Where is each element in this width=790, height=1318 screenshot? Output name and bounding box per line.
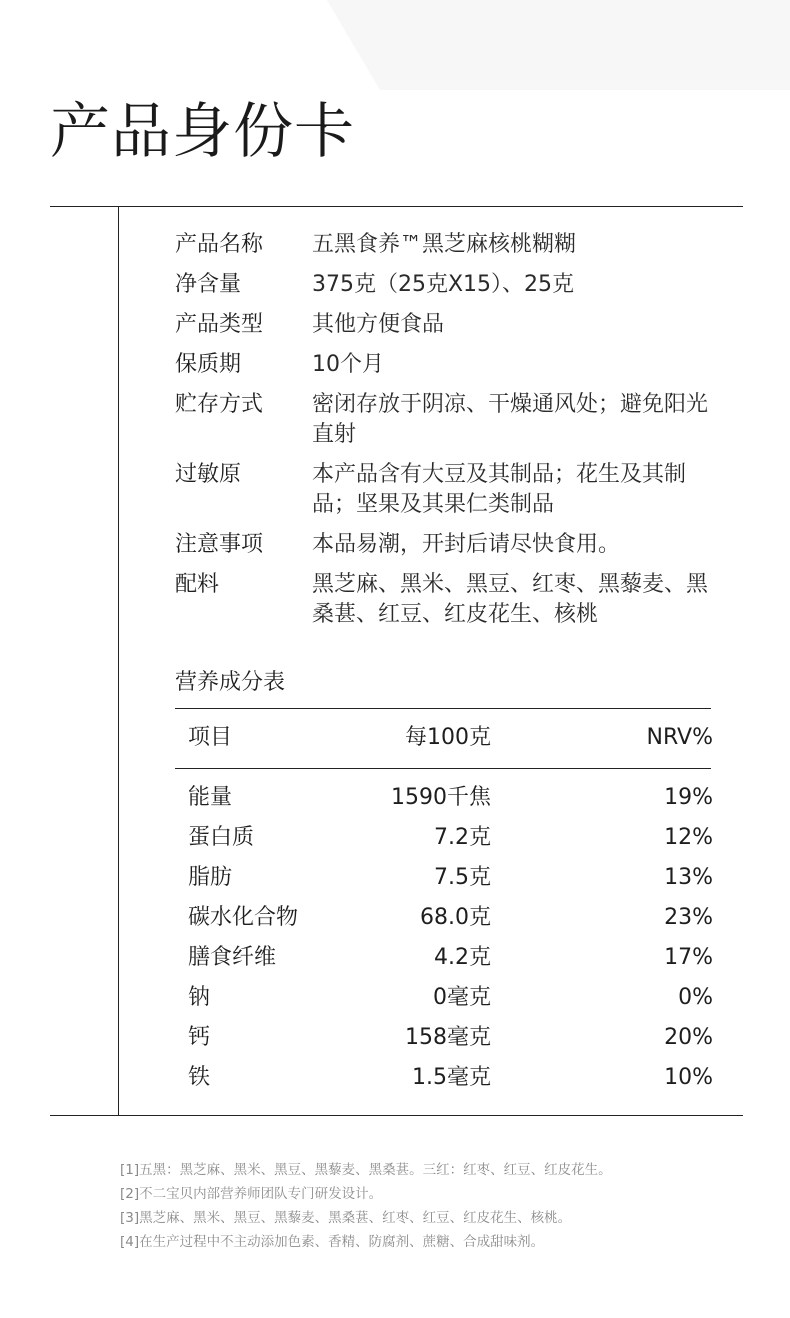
header-per100: 每100克 [405,725,491,750]
info-label: 过敏原 [175,462,242,487]
info-label: 净含量 [175,272,242,297]
table-row [188,982,713,1022]
nutrient-per100: 68.0克 [420,905,491,930]
info-label: 注意事项 [175,532,264,557]
top-band-cutout [0,0,380,90]
info-value: 本品易潮，开封后请尽快食用。 [312,532,621,557]
info-row-ingredients [175,570,720,630]
nutrient-nrv: 10% [664,1065,713,1090]
footnote: [4]在生产过程中不主动添加色素、香精、防腐剂、蔗糖、合成甜味剂。 [120,1234,545,1250]
nutrient-nrv: 0% [678,985,713,1010]
nutrient-nrv: 19% [664,785,713,810]
nutrient-per100: 1.5毫克 [412,1065,491,1090]
nutrient-name: 蛋白质 [188,825,255,850]
top-divider [50,206,743,207]
nutrient-per100: 158毫克 [405,1025,491,1050]
info-row-net-content [175,270,720,300]
nutrient-per100: 0毫克 [433,985,491,1010]
nutrient-name: 钙 [188,1025,211,1050]
table-row [188,862,713,902]
info-row-storage [175,390,720,450]
info-label: 配料 [175,572,220,597]
nutrient-nrv: 20% [664,1025,713,1050]
nutrient-per100: 1590千焦 [391,785,491,810]
info-label: 保质期 [175,352,242,377]
table-row [188,1062,713,1102]
nutrition-table [188,782,713,1102]
nutrient-per100: 7.2克 [434,825,491,850]
info-row-shelf-life [175,350,720,380]
info-value: 黑芝麻、黑米、黑豆、红枣、黑藜麦、黑桑葚、红豆、红皮花生、核桃 [312,572,709,627]
info-label: 产品类型 [175,312,264,337]
info-value: 375克（25克X15）、25克 [312,272,575,297]
info-row-allergens [175,460,720,520]
info-row-notice [175,530,720,560]
info-value: 10个月 [312,352,384,377]
nutrient-name: 膳食纤维 [188,945,277,970]
nutrient-name: 能量 [188,785,233,810]
nutrient-nrv: 12% [664,825,713,850]
footnote: [2]不二宝贝内部营养师团队专门研发设计。 [120,1186,383,1202]
info-label: 产品名称 [175,232,264,257]
bottom-divider [50,1115,743,1116]
footnotes [120,1158,760,1254]
footnote: [1]五黑：黑芝麻、黑米、黑豆、黑藜麦、黑桑葚。三红：红枣、红豆、红皮花生。 [120,1162,612,1178]
nutrient-name: 脂肪 [188,865,233,890]
nutrient-nrv: 17% [664,945,713,970]
table-row [188,782,713,822]
table-row [188,1022,713,1062]
nutrient-name: 钠 [188,985,211,1010]
info-value: 其他方便食品 [312,312,445,337]
nutrient-nrv: 13% [664,865,713,890]
nutrient-per100: 7.5克 [434,865,491,890]
page-title: 产品身份卡 [50,97,355,167]
table-row [188,902,713,942]
header-nrv: NRV% [646,725,713,750]
table-row [188,942,713,982]
nutrient-nrv: 23% [664,905,713,930]
nutrient-name: 铁 [188,1065,211,1090]
footnote: [3]黑芝麻、黑米、黑豆、黑藜麦、黑桑葚、红枣、红豆、红皮花生、核桃。 [120,1210,572,1226]
nutrition-title: 营养成分表 [175,670,286,695]
nutrition-header-row [188,722,713,754]
info-row-type [175,310,720,340]
vertical-divider [118,206,119,1116]
nutrition-header-rule [175,768,711,769]
table-row [188,822,713,862]
info-value: 五黑食养™黑芝麻核桃糊糊 [312,232,577,257]
info-label: 贮存方式 [175,392,264,417]
nutrient-per100: 4.2克 [434,945,491,970]
product-info [175,230,720,640]
info-row-name [175,230,720,260]
nutrient-name: 碳水化合物 [188,905,299,930]
header-item: 项目 [188,725,233,750]
info-value: 密闭存放于阴凉、干燥通风处；避免阳光直射 [312,392,709,447]
info-value: 本产品含有大豆及其制品；花生及其制品；坚果及其果仁类制品 [312,462,687,517]
nutrition-top-rule [175,708,711,709]
